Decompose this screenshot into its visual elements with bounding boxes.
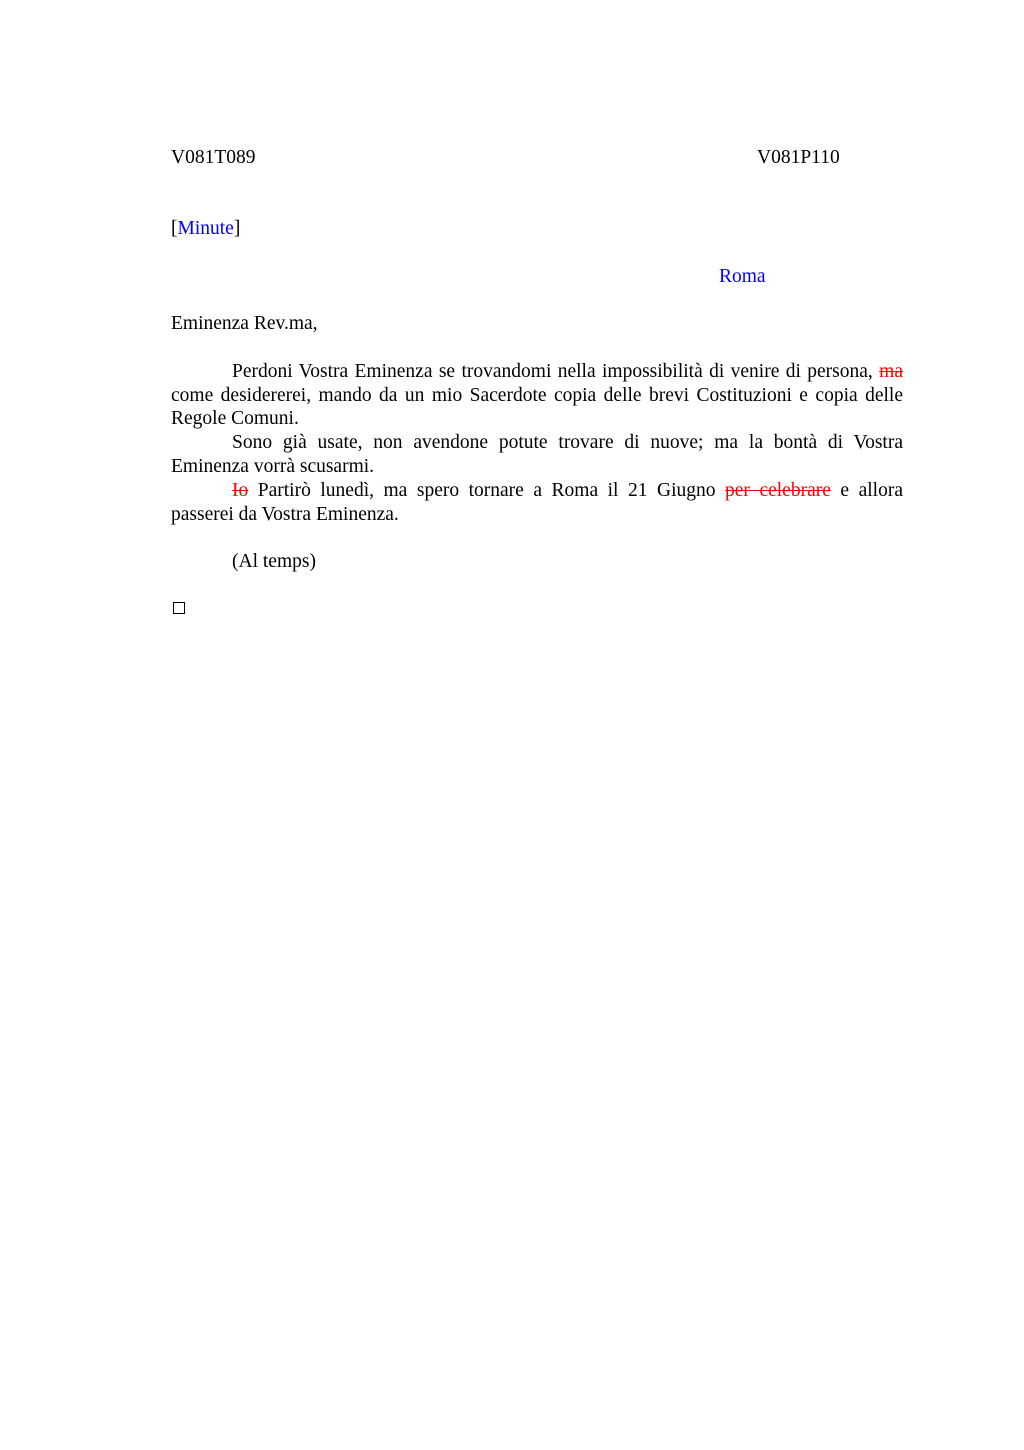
paragraph-3-text-a: Partirò lunedì, ma spero tornare a Roma il 21 Giugno xyxy=(248,480,726,501)
minute-label-text: Minute xyxy=(177,218,234,239)
document-code-right: V081P110 xyxy=(757,147,840,168)
paragraph-2: Sono già usate, non avendone potute trovare di nuove; ma la bontà di Vostra Eminenza vorrà scusarmi. xyxy=(171,432,903,477)
minute-close-bracket: ] xyxy=(233,218,241,239)
paragraph-3-deleted-word: Io xyxy=(232,480,249,501)
checkbox-icon xyxy=(173,602,185,614)
minute-open-bracket: [ xyxy=(171,218,178,239)
paragraph-1-text-a: Perdoni Vostra Eminenza se trovandomi nella impossibilità di venire di persona, xyxy=(232,361,873,382)
paragraph-1-text-b: come desidererei, mando da un mio Sacerdote copia delle brevi Costituzioni e copia delle Regole Comuni. xyxy=(171,384,903,430)
paragraph-1 xyxy=(171,360,903,431)
document-code-left: V081T089 xyxy=(171,147,256,168)
minute-label xyxy=(171,217,240,241)
paragraph-3-deleted-phrase: per celebrare xyxy=(725,480,831,501)
closing-note: (Al temps) xyxy=(232,551,316,572)
paragraph-3-text-b: e allora passerei da Vostra Eminenza. xyxy=(171,480,903,525)
salutation: Eminenza Rev.ma, xyxy=(171,313,318,334)
place-name: Roma xyxy=(719,266,766,287)
paragraph-3 xyxy=(171,479,903,526)
paragraph-1-deleted-word: ma xyxy=(879,361,903,382)
